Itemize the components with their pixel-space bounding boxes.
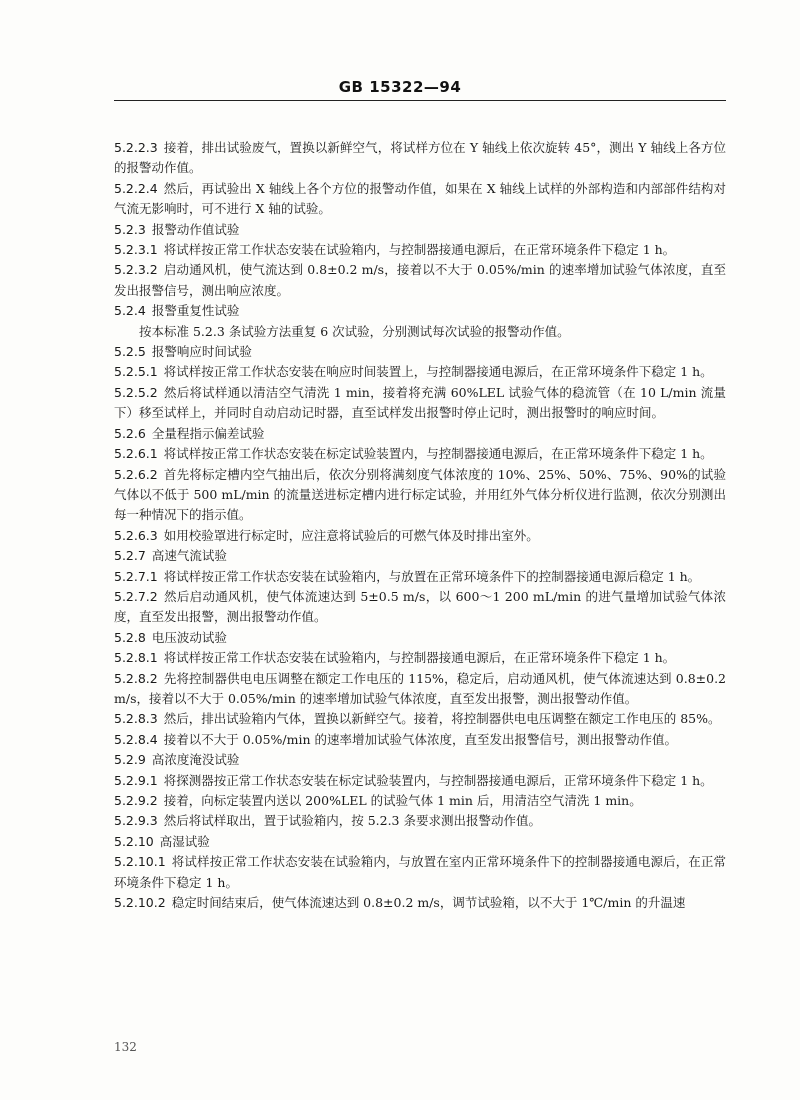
paragraph — [114, 567, 726, 587]
paragraph — [114, 587, 726, 628]
clause-number: 5.2.8.3 — [114, 711, 158, 727]
paragraph — [114, 791, 726, 811]
clause-text: 将探测器按正常工作状态安装在标定试验装置内，与控制器接通电源后，正常环境条件下稳定 1 h。 — [163, 772, 713, 788]
clause-text: 启动通风机，使气流达到 0.8±0.2 m/s，接着以不大于 0.05%/min 的速率增加试验气体浓度，直至发出报警信号，测出响应浓度。 — [114, 262, 726, 298]
standard-code-header: GB 15322—94 — [338, 78, 462, 96]
clause-text: 高湿试验 — [159, 833, 210, 849]
paragraph — [114, 526, 726, 546]
clause-text: 将试样按正常工作状态安装在试验箱内，与放置在室内正常环境条件下的控制器接通电源后，在正常环境条件下稳定 1 h。 — [114, 854, 726, 890]
section-heading — [114, 220, 726, 240]
paragraph — [114, 852, 726, 893]
clause-number: 5.2.9 — [114, 752, 146, 768]
clause-text: 将试样按正常工作状态安装在标定试验装置内，与控制器接通电源后，在正常环境条件下稳定 1 h。 — [163, 446, 713, 462]
clause-number: 5.2.5 — [114, 344, 146, 360]
clause-text: 接着，排出试验废气，置换以新鲜空气，将试样方位在 Y 轴线上依次旋转 45°，测出 Y 轴线上各方位的报警动作值。 — [114, 140, 726, 176]
clause-text: 接着，向标定装置内送以 200%LEL 的试验气体 1 min 后，用清洁空气清洗 1 min。 — [163, 793, 642, 808]
paragraph — [114, 811, 726, 831]
clause-text: 接着以不大于 0.05%/min 的速率增加试验气体浓度，直至发出报警信号，测出报警动作值。 — [163, 731, 678, 747]
clause-number: 5.2.6.2 — [114, 466, 158, 482]
paragraph — [114, 444, 726, 464]
clause-number: 5.2.5.2 — [114, 384, 158, 400]
clause-text: 然后将试样取出，置于试验箱内，按 5.2.3 条要求测出报警动作值。 — [163, 813, 541, 829]
clause-number: 5.2.3 — [114, 221, 146, 237]
clause-text: 将试样按正常工作状态安装在响应时间装置上，与控制器接通电源后，在正常环境条件下稳定 1 h。 — [163, 364, 713, 380]
paragraph — [114, 362, 726, 382]
paragraph — [114, 383, 726, 424]
clause-text: 如用校验罩进行标定时，应注意将试验后的可燃气体及时排出室外。 — [163, 527, 539, 543]
clause-text: 首先将标定槽内空气抽出后，依次分别将满刻度气体浓度的 10%、25%、50%、75%、90%的试验气体以不低于 500 mL/min 的流量送进标定槽内进行标定试验，并用红外气体分析仪进行监测，依次分别测出每一种情况下的指示值。 — [114, 466, 726, 523]
clause-text: 将试样按正常工作状态安装在试验箱内，与控制器接通电源后，在正常环境条件下稳定 1 h。 — [163, 242, 676, 258]
clause-text: 先将控制器供电电压调整在额定工作电压的 115%，稳定后，启动通风机，使气体流速达到 0.8±0.2 m/s，接着以不大于 0.05%/min 的速率增加试验气体浓度，直至发出报警，测出报警动作值。 — [114, 670, 726, 706]
clause-number: 5.2.8.2 — [114, 670, 158, 686]
page-number: 132 — [114, 1040, 137, 1054]
paragraph — [114, 893, 726, 913]
paragraph — [114, 240, 726, 260]
clause-text: 然后启动通风机，使气体流速达到 5±0.5 m/s，以 600～1 200 mL/min 的进气量增加试验气体浓度，直至发出报警，测出报警动作值。 — [114, 588, 726, 625]
clause-number: 5.2.10.1 — [114, 854, 166, 870]
clause-number: 5.2.8 — [114, 629, 146, 645]
clause-text: 报警响应时间试验 — [151, 344, 252, 360]
paragraph — [114, 179, 726, 220]
clause-number: 5.2.10.2 — [114, 895, 166, 911]
clause-text: 然后，排出试验箱内气体，置换以新鲜空气。接着，将控制器供电电压调整在额定工作电压的 85%。 — [163, 711, 721, 727]
clause-text: 报警动作值试验 — [151, 221, 240, 237]
clause-text: 高速气流试验 — [151, 548, 227, 564]
clause-text: 然后，再试验出 X 轴线上各个方位的报警动作值，如果在 X 轴线上试样的外部构造和内部部件结构对气流无影响时，可不进行 X 轴的试验。 — [114, 180, 726, 217]
section-heading — [114, 832, 726, 852]
clause-number: 5.2.9.3 — [114, 813, 158, 829]
clause-number: 5.2.2.4 — [114, 180, 158, 196]
clause-text: 电压波动试验 — [151, 629, 227, 645]
header-rule — [114, 100, 726, 101]
paragraph — [114, 648, 726, 668]
section-heading — [114, 342, 726, 362]
clause-text: 报警重复性试验 — [151, 303, 240, 319]
paragraph — [114, 138, 726, 179]
paragraph — [114, 322, 726, 342]
clause-text: 然后将试样通以清洁空气清洗 1 min，接着将充满 60%LEL 试验气体的稳流管（在 10 L/min 流量下）移至试样上，并同时自动启动记时器，直至试样发出报警时停止记时，测出报警时的响应时间。 — [114, 384, 726, 421]
clause-text: 稳定时间结束后，使气体流速达到 0.8±0.2 m/s，调节试验箱，以不大于 1℃/min 的升温速 — [171, 895, 686, 911]
clause-number: 5.2.10 — [114, 833, 154, 849]
section-heading — [114, 424, 726, 444]
paragraph — [114, 730, 726, 750]
clause-number: 5.2.4 — [114, 303, 146, 319]
clause-number: 5.2.6.1 — [114, 446, 158, 462]
clause-number: 5.2.6 — [114, 425, 146, 441]
clause-text: 按本标准 5.2.3 条试验方法重复 6 次试验，分别测试每次试验的报警动作值。 — [139, 323, 570, 339]
clause-number: 5.2.7.1 — [114, 568, 158, 584]
clause-number: 5.2.9.2 — [114, 793, 158, 808]
clause-number: 5.2.9.1 — [114, 772, 158, 788]
paragraph — [114, 771, 726, 791]
clause-text: 高浓度淹没试验 — [151, 752, 240, 768]
section-heading — [114, 301, 726, 321]
clause-number: 5.2.7 — [114, 548, 146, 564]
paragraph — [114, 465, 726, 526]
paragraph — [114, 709, 726, 729]
clause-number: 5.2.3.2 — [114, 262, 158, 278]
document-body — [114, 138, 726, 913]
clause-text: 全量程指示偏差试验 — [151, 425, 265, 441]
clause-number: 5.2.7.2 — [114, 588, 158, 604]
section-heading — [114, 546, 726, 566]
clause-text: 将试样按正常工作状态安装在试验箱内，与放置在正常环境条件下的控制器接通电源后稳定 1 h。 — [163, 568, 701, 584]
clause-number: 5.2.8.1 — [114, 650, 158, 666]
section-heading — [114, 750, 726, 770]
clause-text: 将试样按正常工作状态安装在试验箱内，与控制器接通电源后，在正常环境条件下稳定 1 h。 — [163, 650, 676, 666]
clause-number: 5.2.3.1 — [114, 242, 158, 258]
clause-number: 5.2.6.3 — [114, 527, 158, 543]
clause-number: 5.2.8.4 — [114, 731, 158, 747]
paragraph — [114, 669, 726, 710]
clause-number: 5.2.2.3 — [114, 140, 158, 155]
section-heading — [114, 628, 726, 648]
clause-number: 5.2.5.1 — [114, 364, 158, 380]
paragraph — [114, 260, 726, 301]
